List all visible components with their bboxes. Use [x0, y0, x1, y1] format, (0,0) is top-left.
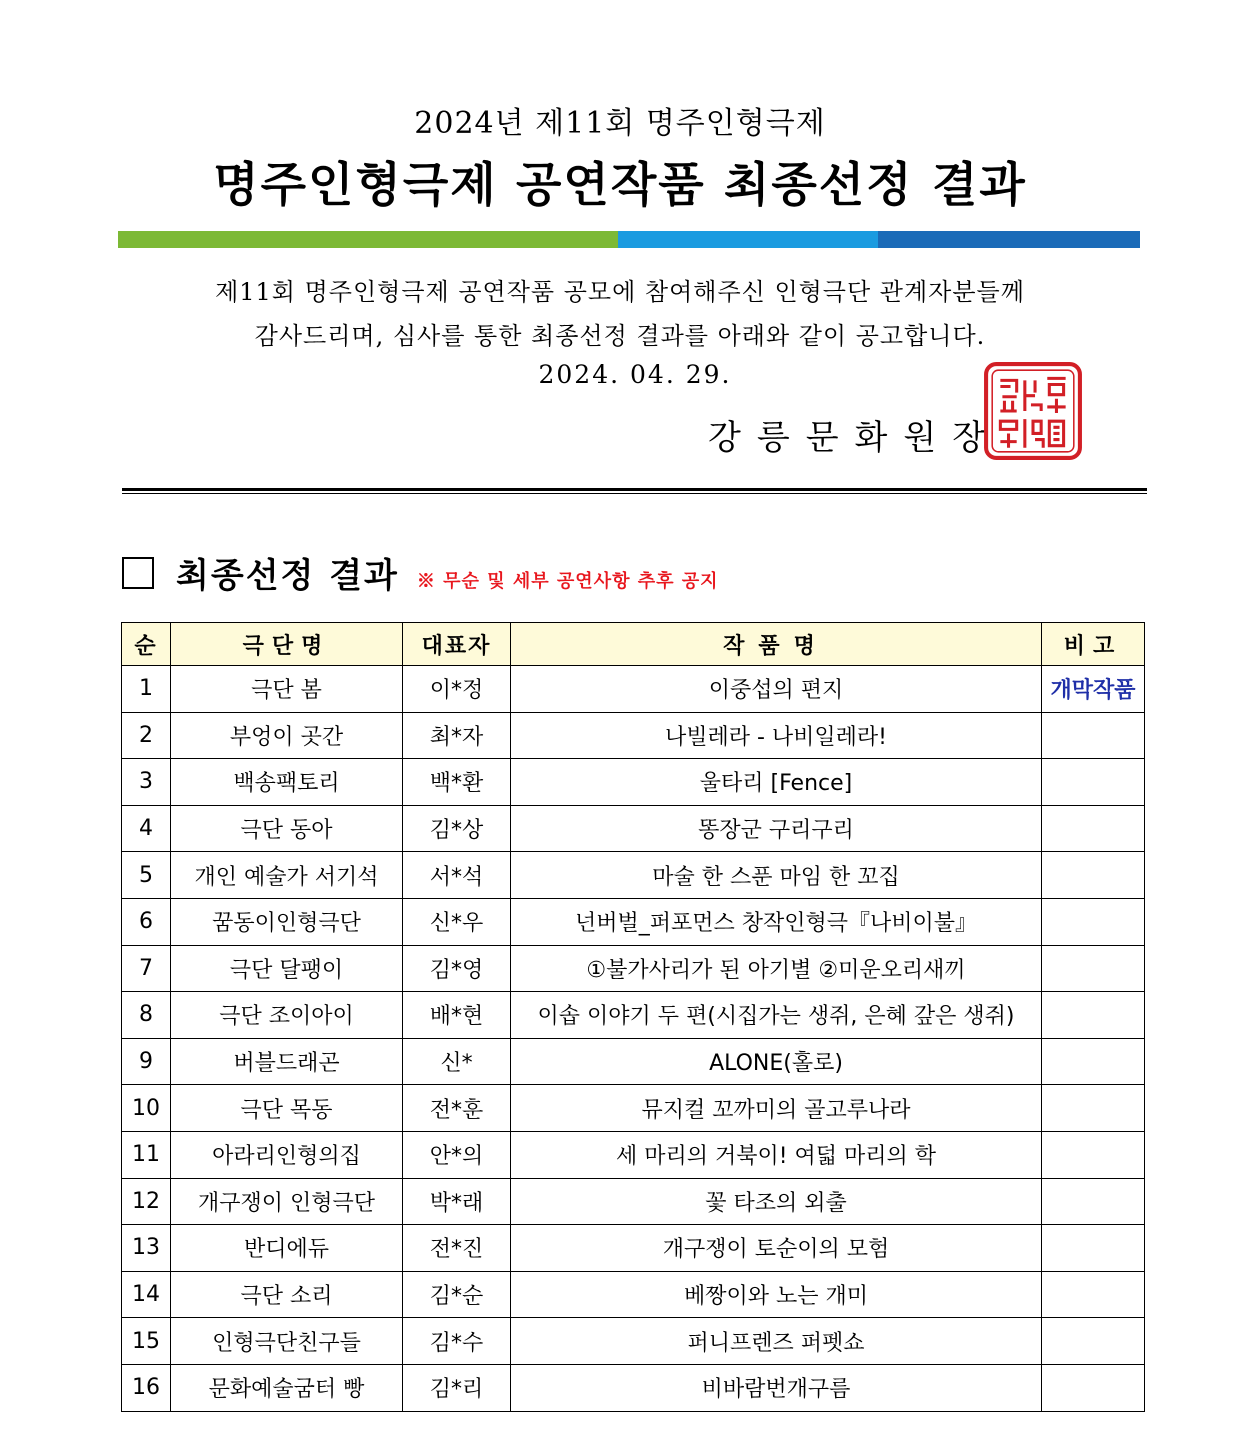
- cell-troupe: 꿈동이인형극단: [171, 898, 403, 945]
- cell-troupe: 문화예술굼터 빵: [171, 1364, 403, 1411]
- cell-troupe: 극단 달팽이: [171, 945, 403, 992]
- cell-work: ALONE(홀로): [511, 1038, 1042, 1085]
- divider-thick: [122, 488, 1147, 491]
- cell-representative: 백*환: [403, 759, 511, 806]
- cell-no: 14: [122, 1271, 171, 1318]
- table-row: [122, 852, 1145, 899]
- cell-work: 개구쟁이 토순이의 모험: [511, 1225, 1042, 1272]
- cell-no: 15: [122, 1318, 171, 1365]
- table-row: [122, 759, 1145, 806]
- table-row: [122, 992, 1145, 1039]
- cell-representative: 배*현: [403, 992, 511, 1039]
- table-row: [122, 898, 1145, 945]
- cell-note: [1042, 1038, 1145, 1085]
- decorative-color-bar: [118, 231, 1140, 248]
- intro-line-2: 감사드리며, 심사를 통한 최종선정 결과를 아래와 같이 공고합니다.: [254, 322, 986, 350]
- cell-troupe: 극단 소리: [171, 1271, 403, 1318]
- section-title: 최종선정 결과: [176, 556, 399, 596]
- cell-representative: 김*영: [403, 945, 511, 992]
- festival-subtitle: 2024년 제11회 명주인형극제: [414, 106, 826, 141]
- cell-note: [1042, 1131, 1145, 1178]
- cell-work: 나빌레라 - 나비일레라!: [511, 712, 1042, 759]
- cell-no: 8: [122, 992, 171, 1039]
- cell-work: 이솝 이야기 두 편(시집가는 생쥐, 은혜 갚은 생쥐): [511, 992, 1042, 1039]
- cell-no: 13: [122, 1225, 171, 1272]
- table-row: [122, 1364, 1145, 1411]
- intro-text: [0, 270, 1240, 358]
- cell-no: 10: [122, 1085, 171, 1132]
- cell-representative: 서*석: [403, 852, 511, 899]
- cell-work: 세 마리의 거북이! 여덟 마리의 학: [511, 1131, 1042, 1178]
- cell-work: 베짱이와 노는 개미: [511, 1271, 1042, 1318]
- cell-no: 11: [122, 1131, 171, 1178]
- cell-no: 4: [122, 805, 171, 852]
- cell-no: 2: [122, 712, 171, 759]
- cell-work: 똥장군 구리구리: [511, 805, 1042, 852]
- cell-representative: 전*진: [403, 1225, 511, 1272]
- table-row: [122, 1085, 1145, 1132]
- section-note: ※ 무순 및 세부 공연사항 추후 공지: [416, 571, 719, 592]
- cell-note: [1042, 945, 1145, 992]
- cell-representative: 김*리: [403, 1364, 511, 1411]
- cell-no: 7: [122, 945, 171, 992]
- cell-representative: 김*순: [403, 1271, 511, 1318]
- table-row: [122, 1038, 1145, 1085]
- table-row: [122, 1178, 1145, 1225]
- cell-no: 1: [122, 666, 171, 713]
- table-row: [122, 1318, 1145, 1365]
- cell-representative: 전*훈: [403, 1085, 511, 1132]
- table-header-row: [122, 623, 1145, 666]
- cell-note: [1042, 992, 1145, 1039]
- table-row: [122, 1271, 1145, 1318]
- cell-troupe: 부엉이 곳간: [171, 712, 403, 759]
- table-row: [122, 1131, 1145, 1178]
- cell-representative: 이*정: [403, 666, 511, 713]
- header-work: 작품명: [511, 623, 1042, 666]
- divider-thin: [122, 493, 1147, 494]
- cell-note: [1042, 712, 1145, 759]
- cell-work: 이중섭의 편지: [511, 666, 1042, 713]
- cell-note: 개막작품: [1042, 666, 1145, 713]
- cell-work: 퍼니프렌즈 퍼펫쇼: [511, 1318, 1042, 1365]
- cell-troupe: 극단 동아: [171, 805, 403, 852]
- cell-troupe: 개구쟁이 인형극단: [171, 1178, 403, 1225]
- cell-note: [1042, 852, 1145, 899]
- cell-work: 비바람번개구름: [511, 1364, 1042, 1411]
- official-seal-icon: [982, 360, 1084, 462]
- cell-troupe: 극단 조이아이: [171, 992, 403, 1039]
- cell-troupe: 인형극단친구들: [171, 1318, 403, 1365]
- cell-note: [1042, 1225, 1145, 1272]
- cell-representative: 신*우: [403, 898, 511, 945]
- cell-representative: 최*자: [403, 712, 511, 759]
- cell-troupe: 백송팩토리: [171, 759, 403, 806]
- table-row: [122, 666, 1145, 713]
- cell-note: [1042, 1085, 1145, 1132]
- cell-troupe: 아라리인형의집: [171, 1131, 403, 1178]
- cell-representative: 신*: [403, 1038, 511, 1085]
- color-bar-blue: [878, 231, 1140, 248]
- cell-note: [1042, 1178, 1145, 1225]
- color-bar-light-blue: [618, 231, 878, 248]
- cell-no: 12: [122, 1178, 171, 1225]
- intro-line-1: 제11회 명주인형극제 공연작품 공모에 참여해주신 인형극단 관계자분들께: [215, 278, 1025, 306]
- cell-note: [1042, 759, 1145, 806]
- header-no: 순: [122, 623, 171, 666]
- organization-name: 강릉문화원장: [708, 418, 1002, 458]
- table-body: [122, 666, 1145, 1412]
- cell-no: 9: [122, 1038, 171, 1085]
- cell-troupe: 개인 예술가 서기석: [171, 852, 403, 899]
- cell-note: [1042, 1364, 1145, 1411]
- results-table: [121, 622, 1145, 1412]
- cell-work: 넌버벌_퍼포먼스 창작인형극『나비이불』: [511, 898, 1042, 945]
- cell-troupe: 반디에듀: [171, 1225, 403, 1272]
- cell-work: 꽃 타조의 외출: [511, 1178, 1042, 1225]
- cell-work: ①불가사리가 된 아기별 ②미운오리새끼: [511, 945, 1042, 992]
- color-bar-green: [118, 231, 618, 248]
- cell-representative: 김*수: [403, 1318, 511, 1365]
- table-row: [122, 1225, 1145, 1272]
- cell-troupe: 극단 목동: [171, 1085, 403, 1132]
- cell-no: 16: [122, 1364, 171, 1411]
- section-header: [122, 548, 719, 597]
- header-representative: 대표자: [403, 623, 511, 666]
- cell-work: 마술 한 스푼 마임 한 꼬집: [511, 852, 1042, 899]
- cell-work: 뮤지컬 꼬까미의 골고루나라: [511, 1085, 1042, 1132]
- cell-note: [1042, 1271, 1145, 1318]
- cell-note: [1042, 898, 1145, 945]
- cell-troupe: 극단 봄: [171, 666, 403, 713]
- header-troupe: 극단명: [171, 623, 403, 666]
- table-row: [122, 712, 1145, 759]
- checkbox-icon: [122, 557, 154, 589]
- cell-representative: 김*상: [403, 805, 511, 852]
- cell-note: [1042, 1318, 1145, 1365]
- cell-no: 6: [122, 898, 171, 945]
- cell-troupe: 버블드래곤: [171, 1038, 403, 1085]
- table-row: [122, 805, 1145, 852]
- page-title: 명주인형극제 공연작품 최종선정 결과: [213, 158, 1027, 213]
- cell-representative: 박*래: [403, 1178, 511, 1225]
- table-row: [122, 945, 1145, 992]
- cell-work: 울타리 [Fence]: [511, 759, 1042, 806]
- announcement-date: 2024. 04. 29.: [538, 360, 732, 389]
- cell-no: 3: [122, 759, 171, 806]
- header-note: 비고: [1042, 623, 1145, 666]
- cell-note: [1042, 805, 1145, 852]
- cell-representative: 안*의: [403, 1131, 511, 1178]
- cell-no: 5: [122, 852, 171, 899]
